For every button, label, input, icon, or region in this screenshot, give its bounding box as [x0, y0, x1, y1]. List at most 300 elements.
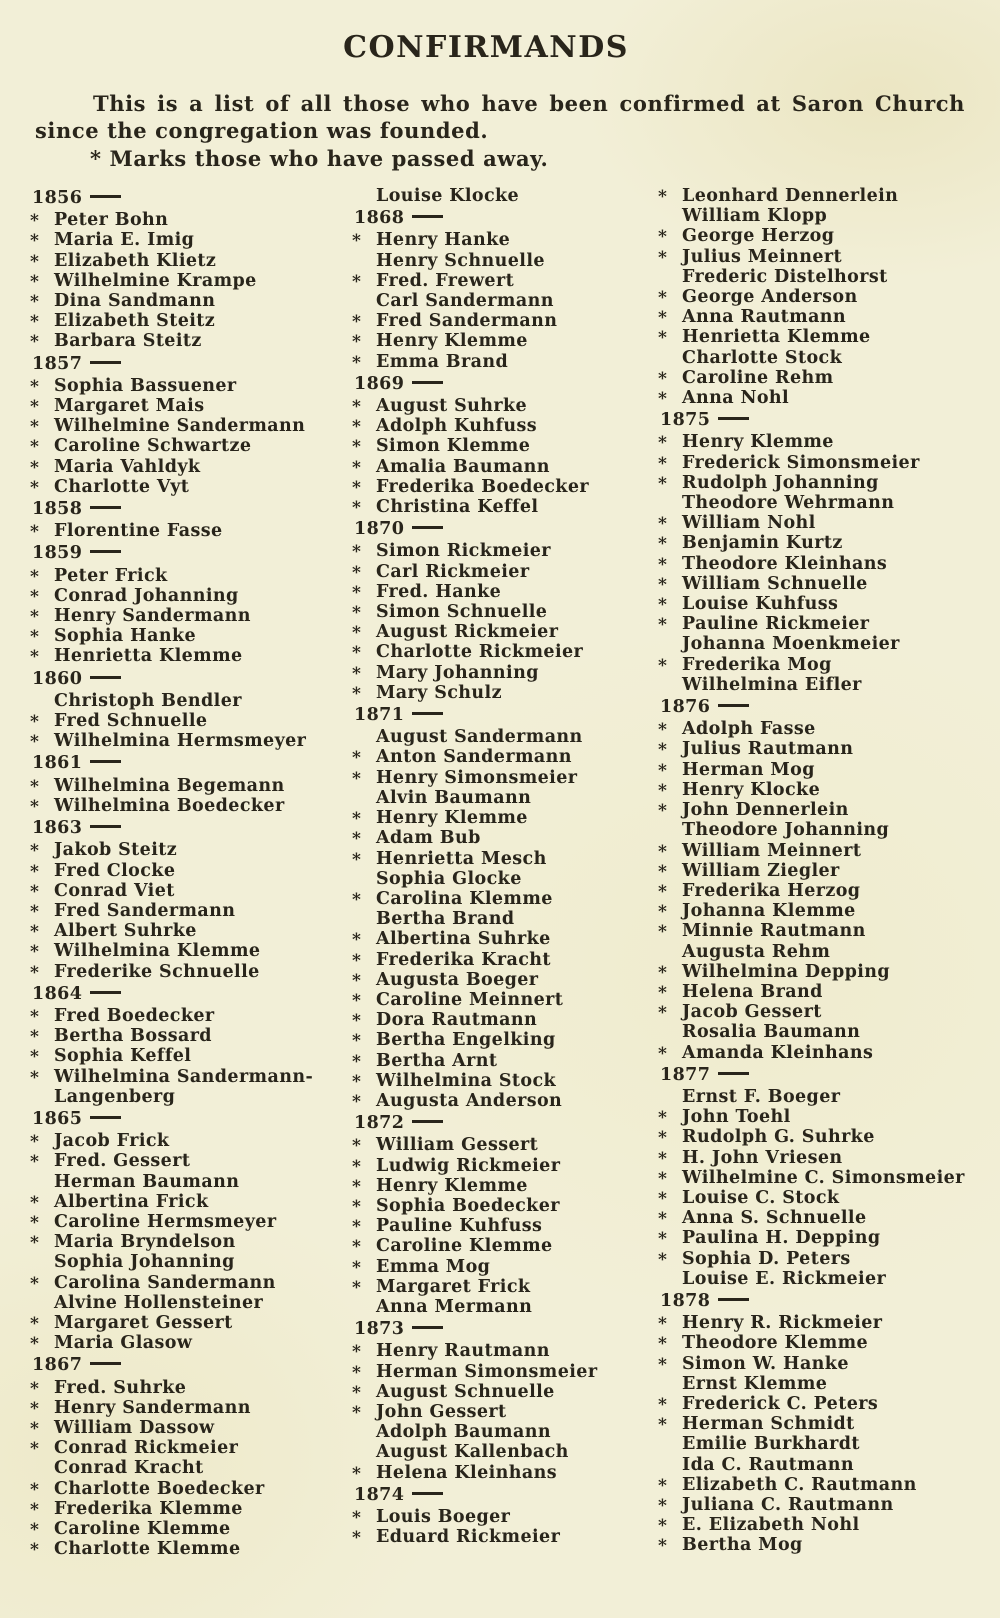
deceased-marker: *: [658, 247, 668, 268]
confirmand-name: William Meinnert: [682, 840, 862, 861]
deceased-marker: *: [30, 566, 40, 587]
confirmand-name: Mary Johanning: [376, 662, 539, 683]
column-right: [658, 186, 994, 1556]
confirmand-row: [658, 574, 994, 594]
confirmand-name: Emilie Burkhardt: [682, 1434, 860, 1455]
confirmand-row: [30, 1378, 335, 1398]
deceased-marker: *: [352, 849, 362, 870]
deceased-marker: *: [352, 1176, 362, 1197]
confirmand-row: [30, 1438, 335, 1458]
deceased-marker: *: [352, 457, 362, 478]
page-title: CONFIRMANDS: [343, 30, 629, 65]
confirmand-row: [352, 602, 657, 622]
deceased-marker: *: [30, 437, 40, 458]
deceased-marker: *: [352, 683, 362, 704]
confirmand-name: Barbara Steitz: [54, 331, 202, 352]
confirmand-name: Langenberg: [54, 1086, 176, 1107]
confirmand-name: Maria E. Imig: [54, 230, 195, 251]
deceased-marker: *: [352, 1508, 362, 1528]
deceased-marker: *: [30, 1212, 40, 1233]
intro-line-2: since the congregation was founded.: [35, 118, 489, 143]
confirmand-row: [30, 586, 335, 606]
year-label: 1865: [32, 1108, 83, 1129]
confirmand-row: [352, 1010, 657, 1030]
confirmand-row: [658, 226, 994, 246]
confirmand-name: Christina Keffel: [376, 497, 539, 518]
confirmand-row: [658, 1022, 994, 1042]
confirmand-row: [352, 1277, 657, 1297]
confirmand-row: [658, 1394, 994, 1414]
confirmand-name: Fred Schnuelle: [54, 711, 208, 732]
confirmand-row: [658, 1434, 994, 1454]
deceased-marker: *: [352, 231, 362, 252]
deceased-marker: *: [352, 352, 362, 373]
confirmand-row: [30, 1418, 335, 1438]
confirmand-name: Sophia Keffel: [54, 1046, 192, 1067]
confirmand-name: Fred. Suhrke: [54, 1377, 187, 1398]
confirmand-row: [30, 1006, 335, 1026]
deceased-marker: *: [352, 1011, 362, 1032]
confirmand-name: Rosalia Baumann: [682, 1022, 861, 1043]
confirmand-row: [30, 1212, 335, 1232]
confirmand-name: Anna S. Schnuelle: [682, 1208, 867, 1229]
year-label: 1875: [660, 410, 711, 431]
year-label: 1878: [660, 1290, 711, 1311]
confirmand-name: Henrietta Klemme: [54, 646, 243, 667]
confirmand-row: [30, 1273, 335, 1293]
confirmand-row: [658, 739, 994, 759]
confirmand-name: Anna Mermann: [376, 1296, 533, 1317]
confirmand-row: [30, 416, 335, 436]
confirmand-row: [658, 780, 994, 800]
confirmand-row: [352, 1091, 657, 1111]
deceased-marker: *: [352, 1463, 362, 1484]
year-dash: [90, 991, 121, 994]
year-label: 1861: [32, 753, 83, 774]
confirmand-name: Alvin Baumann: [376, 787, 532, 808]
deceased-marker: *: [30, 1418, 40, 1439]
confirmand-name: Frederika Boedecker: [376, 476, 589, 497]
confirmand-name: Louise C. Stock: [682, 1187, 840, 1208]
confirmand-name: Henry Klemme: [682, 432, 834, 453]
confirmand-row: [30, 1458, 335, 1478]
confirmand-name: Wilhelmine Krampe: [54, 270, 257, 291]
deceased-marker: *: [30, 1479, 40, 1500]
confirmand-name: Emma Brand: [376, 351, 509, 372]
confirmand-row: [658, 473, 994, 493]
confirmand-row: [352, 747, 657, 767]
column-middle: [352, 186, 657, 1547]
confirmand-name: Henry Klemme: [376, 331, 528, 352]
confirmand-name: Wilhelmina Klemme: [54, 941, 261, 962]
deceased-marker: *: [352, 930, 362, 951]
confirmand-name: Augusta Boeger: [376, 969, 539, 990]
year-label: 1870: [354, 519, 405, 540]
confirmand-row: [658, 554, 994, 574]
confirmand-row: [30, 457, 335, 477]
confirmand-name: Dina Sandmann: [54, 291, 216, 312]
deceased-marker: *: [30, 1027, 40, 1048]
confirmand-name: Henry Sandermann: [54, 1397, 251, 1418]
confirmand-name: William Nohl: [682, 513, 816, 534]
year-heading: [30, 818, 335, 838]
confirmand-row: [352, 497, 657, 517]
confirmand-name: Henry Schnuelle: [376, 250, 545, 271]
deceased-marker: *: [30, 457, 40, 478]
confirmand-row: [658, 962, 994, 982]
deceased-marker: *: [658, 368, 668, 389]
confirmand-name: Jacob Gessert: [682, 1002, 822, 1023]
confirmand-row: [658, 982, 994, 1002]
deceased-marker: *: [352, 990, 362, 1011]
deceased-marker: *: [658, 1229, 668, 1250]
deceased-marker: *: [30, 732, 40, 753]
confirmand-name: Peter Frick: [54, 565, 168, 586]
deceased-marker: *: [30, 607, 40, 628]
confirmand-name: Fred Sandermann: [376, 311, 558, 332]
confirmand-row: [352, 622, 657, 642]
year-heading: [658, 697, 994, 717]
deceased-marker: *: [30, 586, 40, 607]
confirmand-row: [658, 1188, 994, 1208]
confirmand-name: Frederika Mog: [682, 654, 832, 675]
confirmand-name: August Kallenbach: [376, 1442, 569, 1463]
confirmand-name: Elizabeth Steitz: [54, 311, 216, 332]
confirmand-name: Simon Schnuelle: [376, 602, 548, 623]
confirmand-name: William Schnuelle: [682, 573, 868, 594]
confirmand-name: Adolph Kuhfuss: [376, 416, 538, 437]
deceased-marker: *: [30, 251, 40, 272]
confirmand-row: [30, 691, 335, 711]
year-heading: [30, 188, 335, 208]
confirmand-row: [352, 291, 657, 311]
deceased-marker: *: [30, 962, 40, 983]
confirmand-row: [352, 1442, 657, 1462]
deceased-marker: *: [352, 542, 362, 563]
confirmand-name: Adolph Fasse: [682, 719, 816, 740]
confirmand-name: Sophia Boedecker: [376, 1195, 560, 1216]
confirmand-row: [658, 533, 994, 553]
year-dash: [412, 1326, 443, 1329]
year-dash: [90, 1116, 121, 1119]
deceased-marker: *: [352, 970, 362, 991]
year-dash: [412, 1120, 443, 1123]
deceased-marker: *: [30, 1378, 40, 1399]
deceased-marker: *: [658, 780, 668, 801]
confirmand-row: [658, 1043, 994, 1063]
confirmand-row: [658, 388, 994, 408]
confirmand-name: Sophia Bassuener: [54, 375, 237, 396]
confirmand-name: Simon Rickmeier: [376, 541, 551, 562]
deceased-marker: *: [658, 1209, 668, 1230]
year-dash: [718, 1072, 749, 1075]
confirmand-name: August Schnuelle: [376, 1381, 555, 1402]
deceased-marker: *: [30, 1520, 40, 1540]
confirmand-row: [658, 1475, 994, 1495]
year-dash: [90, 676, 121, 679]
confirmand-row: [352, 889, 657, 909]
year-heading: [658, 410, 994, 430]
confirmand-name: Fred Boedecker: [54, 1005, 215, 1026]
confirmand-name: Minnie Rautmann: [682, 921, 866, 942]
deceased-marker: *: [658, 615, 668, 636]
confirmand-name: Wilhelmina Sandermann-: [54, 1066, 314, 1087]
confirmand-name: Amalia Baumann: [376, 456, 550, 477]
confirmand-name: H. John Vriesen: [682, 1147, 843, 1168]
confirmand-row: [30, 291, 335, 311]
deceased-marker: *: [658, 1108, 668, 1129]
confirmand-row: [30, 1252, 335, 1272]
year-heading: [658, 1065, 994, 1085]
deceased-marker: *: [352, 603, 362, 624]
confirmand-name: Conrad Kracht: [54, 1458, 204, 1479]
confirmand-row: [352, 950, 657, 970]
deceased-marker: *: [352, 1237, 362, 1258]
confirmand-row: [352, 1382, 657, 1402]
confirmand-name: Henry Klocke: [682, 779, 821, 800]
year-label: 1857: [32, 353, 83, 374]
confirmand-row: [30, 1313, 335, 1333]
confirmand-row: [658, 1269, 994, 1289]
confirmand-row: [658, 1228, 994, 1248]
deceased-marker: *: [658, 1354, 668, 1375]
deceased-marker: *: [658, 288, 668, 309]
confirmand-row: [658, 493, 994, 513]
confirmand-name: Carl Rickmeier: [376, 561, 530, 582]
confirmand-name: Johanna Moenkmeier: [682, 634, 900, 655]
confirmand-row: [30, 271, 335, 291]
confirmand-name: Bertha Bossard: [54, 1026, 212, 1047]
confirmand-name: Elizabeth C. Rautmann: [682, 1474, 917, 1495]
deceased-marker: *: [30, 271, 40, 292]
year-heading: [352, 519, 657, 539]
confirmand-name: Theodore Kleinhans: [682, 553, 888, 574]
confirmand-name: Maria Bryndelson: [54, 1232, 236, 1253]
deceased-marker: *: [658, 514, 668, 535]
deceased-marker: *: [658, 655, 668, 676]
confirmand-row: [658, 348, 994, 368]
confirmand-name: Amanda Kleinhans: [682, 1042, 874, 1063]
deceased-marker: *: [658, 841, 668, 862]
confirmand-row: [30, 1087, 335, 1107]
deceased-marker: *: [658, 1043, 668, 1064]
confirmand-name: Herman Schmidt: [682, 1414, 855, 1435]
confirmand-name: Fred Sandermann: [54, 900, 236, 921]
deceased-marker: *: [30, 796, 40, 817]
deceased-marker: *: [658, 473, 668, 494]
year-label: 1860: [32, 668, 83, 689]
intro-legend-line: * Marks those who have passed away.: [90, 146, 549, 171]
confirmand-row: [30, 776, 335, 796]
year-heading: [30, 543, 335, 563]
confirmand-row: [352, 582, 657, 602]
confirmand-row: [352, 970, 657, 990]
year-label: 1859: [32, 543, 83, 564]
confirmand-row: [352, 1422, 657, 1442]
deceased-marker: *: [352, 1277, 362, 1298]
deceased-marker: *: [658, 1496, 668, 1516]
confirmand-row: [30, 376, 335, 396]
deceased-marker: *: [30, 776, 40, 797]
deceased-marker: *: [352, 477, 362, 498]
confirmand-name: Wilhelmina Depping: [682, 961, 891, 982]
confirmand-row: [30, 840, 335, 860]
confirmand-name: Louis Boeger: [376, 1507, 511, 1527]
confirmand-row: [30, 1333, 335, 1353]
confirmand-name: August Sandermann: [376, 727, 583, 748]
confirmand-name: Louise Kuhfuss: [682, 594, 839, 615]
confirmand-row: [352, 541, 657, 561]
year-heading: [658, 1291, 994, 1311]
confirmand-row: [352, 909, 657, 929]
year-dash: [412, 215, 443, 218]
confirmand-row: [30, 1539, 335, 1559]
confirmand-row: [658, 675, 994, 695]
deceased-marker: *: [30, 1233, 40, 1254]
confirmand-name: August Suhrke: [376, 396, 528, 417]
deceased-marker: *: [658, 1334, 668, 1355]
confirmand-name: Wilhelmina Begemann: [54, 775, 285, 796]
confirmand-row: [352, 1507, 657, 1527]
deceased-marker: *: [658, 1516, 668, 1537]
confirmand-row: [30, 436, 335, 456]
confirmand-row: [352, 436, 657, 456]
confirmand-name: Anna Nohl: [682, 388, 790, 409]
confirmand-row: [658, 820, 994, 840]
confirmand-row: [352, 562, 657, 582]
confirmand-row: [658, 1127, 994, 1147]
confirmand-name: Henry Hanke: [376, 230, 511, 251]
confirmand-name: Albertina Frick: [54, 1191, 209, 1212]
confirmand-row: [658, 760, 994, 780]
confirmand-name: Paulina H. Depping: [682, 1228, 881, 1249]
confirmand-row: [352, 1257, 657, 1277]
confirmand-row: [352, 1527, 657, 1547]
deceased-marker: *: [352, 1528, 362, 1549]
deceased-marker: *: [30, 376, 40, 397]
confirmand-row: [30, 941, 335, 961]
confirmand-row: [30, 711, 335, 731]
deceased-marker: *: [658, 801, 668, 822]
deceased-marker: *: [352, 271, 362, 292]
deceased-marker: *: [658, 740, 668, 761]
confirmand-name: Frederika Kracht: [376, 949, 551, 970]
deceased-marker: *: [352, 1091, 362, 1112]
confirmand-name: Margaret Frick: [376, 1276, 531, 1297]
confirmand-row: [658, 1495, 994, 1515]
confirmand-row: [30, 626, 335, 646]
deceased-marker: *: [352, 417, 362, 438]
confirmand-name: Anton Sandermann: [376, 747, 572, 768]
confirmand-name: Albertina Suhrke: [376, 929, 551, 950]
confirmand-name: Charlotte Boedecker: [54, 1478, 265, 1499]
confirmand-row: [658, 1455, 994, 1475]
confirmand-name: Louise Klocke: [376, 186, 520, 206]
confirmand-row: [30, 521, 335, 541]
deceased-marker: *: [352, 748, 362, 769]
deceased-marker: *: [352, 1257, 362, 1278]
confirmand-name: Jakob Steitz: [54, 840, 178, 861]
confirmand-name: Fred. Gessert: [54, 1151, 191, 1172]
confirmand-row: [30, 251, 335, 271]
deceased-marker: *: [30, 942, 40, 963]
deceased-marker: *: [30, 1439, 40, 1460]
deceased-marker: *: [352, 1071, 362, 1092]
year-dash: [90, 1362, 121, 1365]
confirmand-row: [658, 1107, 994, 1127]
confirmand-name: Johanna Klemme: [682, 901, 856, 922]
deceased-marker: *: [30, 881, 40, 902]
confirmand-row: [352, 828, 657, 848]
year-dash: [718, 704, 749, 707]
year-label: 1871: [354, 705, 405, 726]
year-dash: [412, 526, 443, 529]
confirmand-row: [658, 186, 994, 206]
confirmand-name: August Rickmeier: [376, 622, 559, 643]
confirmand-row: [658, 1249, 994, 1269]
deceased-marker: *: [658, 760, 668, 781]
confirmand-name: Theodore Johanning: [682, 820, 890, 841]
confirmand-name: Charlotte Stock: [682, 347, 843, 368]
deceased-marker: *: [30, 1192, 40, 1213]
deceased-marker: *: [30, 397, 40, 418]
deceased-marker: *: [352, 809, 362, 830]
confirmand-name: Wilhelmina Eifler: [682, 674, 862, 695]
confirmand-row: [658, 1333, 994, 1353]
deceased-marker: *: [658, 1003, 668, 1024]
deceased-marker: *: [30, 292, 40, 313]
deceased-marker: *: [30, 332, 40, 353]
confirmand-row: [352, 663, 657, 683]
year-heading: [352, 208, 657, 228]
confirmand-name: Pauline Rickmeier: [682, 614, 870, 635]
year-label: 1876: [660, 697, 711, 718]
confirmand-row: [352, 1402, 657, 1422]
deceased-marker: *: [658, 574, 668, 595]
confirmand-row: [30, 1519, 335, 1539]
confirmand-row: [30, 1026, 335, 1046]
confirmand-name: Maria Glasow: [54, 1333, 193, 1354]
deceased-marker: *: [658, 1188, 668, 1209]
deceased-marker: *: [658, 902, 668, 923]
year-heading: [30, 753, 335, 773]
confirmand-name: Augusta Anderson: [376, 1090, 563, 1111]
confirmand-row: [30, 901, 335, 921]
deceased-marker: *: [658, 1168, 668, 1189]
year-label: 1873: [354, 1319, 405, 1340]
confirmand-name: Wilhelmina Boedecker: [54, 795, 285, 816]
confirmand-name: Frederick C. Peters: [682, 1393, 879, 1414]
deceased-marker: *: [658, 534, 668, 555]
confirmand-name: Ludwig Rickmeier: [376, 1155, 561, 1176]
column-left: [30, 186, 335, 1559]
confirmand-name: Louise E. Rickmeier: [682, 1268, 887, 1289]
confirmand-row: [30, 646, 335, 666]
deceased-marker: *: [30, 522, 40, 543]
deceased-marker: *: [352, 1156, 362, 1177]
confirmand-row: [658, 327, 994, 347]
confirmand-name: Eduard Rickmeier: [376, 1527, 561, 1548]
confirmand-name: Leonhard Dennerlein: [682, 186, 899, 206]
confirmand-name: Wilhelmine C. Simonsmeier: [682, 1167, 965, 1188]
confirmand-name: Wilhelmina Hermsmeyer: [54, 731, 307, 752]
confirmand-name: Sophia Hanke: [54, 626, 197, 647]
year-dash: [718, 1298, 749, 1301]
confirmand-name: Jacob Frick: [54, 1131, 170, 1152]
deceased-marker: *: [658, 1148, 668, 1169]
confirmand-row: [658, 841, 994, 861]
confirmand-name: William Dassow: [54, 1417, 215, 1438]
